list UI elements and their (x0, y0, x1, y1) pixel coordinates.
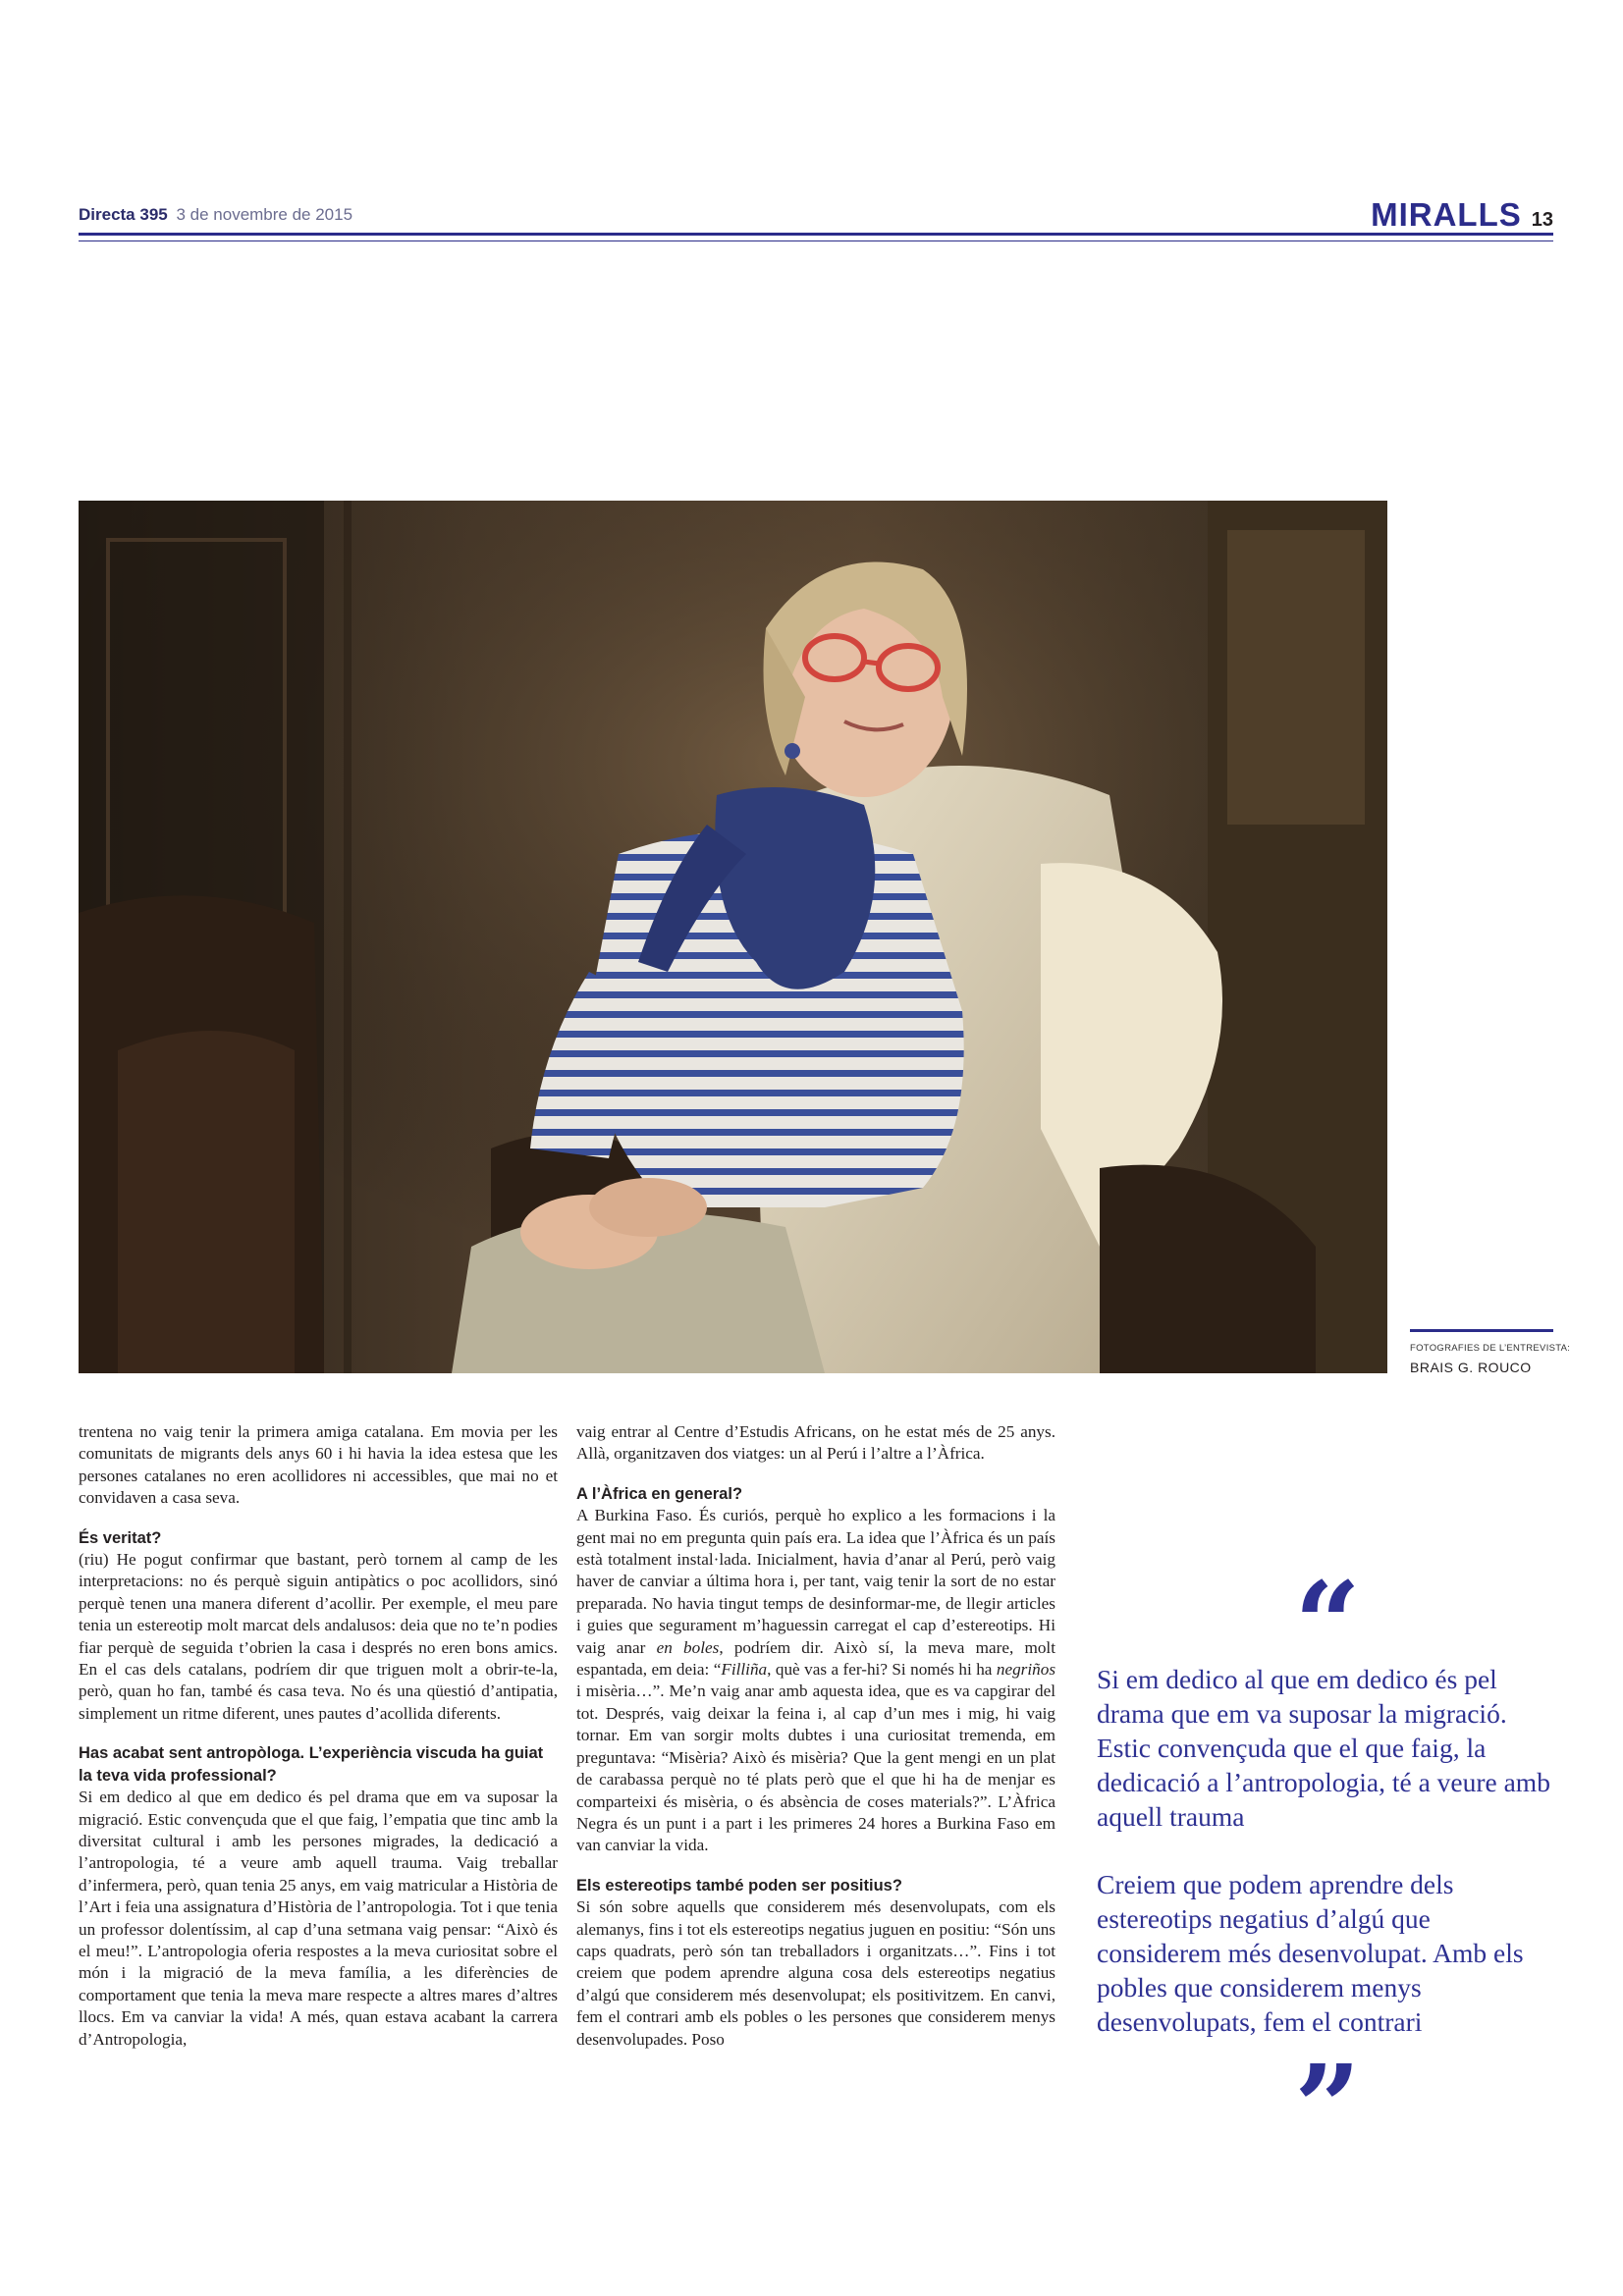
text-run: A Burkina Faso. És curiós, perquè ho explico a les formacions i la gent mai no em pregunta quin país era. La idea que l’Àfrica és un país està totalment instal·lada. Inicialment, havia d’anar al Perú, però vaig haver de canviar a última hora i, per tant, vaig tenir la sort de no estar preparada. No havia tingut temps de desinformar-me, de llegir articles i guies que segurament m’haguessin carregat el cap d’estereotips. Hi vaig anar (576, 1506, 1055, 1657)
paragraph: vaig entrar al Centre d’Estudis Africans, on he estat més de 25 anys. Allà, organitzaven dos viatges: un al Perú i l’altre a l’Àfrica. (576, 1422, 1055, 1464)
issue-info (79, 205, 352, 225)
paragraph (576, 1505, 1055, 1857)
pull-quote-text-2: Creiem que podem aprendre dels estereotips negatius d’algú que considerem més desenvolupat. Amb els pobles que considerem menys desenvolupats, fem el contrari (1097, 1869, 1524, 2037)
page-number: 13 (1531, 209, 1553, 231)
interview-question: A l’Àfrica en general? (576, 1484, 743, 1503)
header-rule-thick (79, 233, 1553, 236)
photo-credit-label: FOTOGRAFIES DE L’ENTREVISTA: (1410, 1343, 1571, 1354)
paragraph: trentena no vaig tenir la primera amiga catalana. Em movia per les comunitats de migrants dels anys 60 i hi havia la idea estesa que les persones catalanes no eren acollidores ni accessibles, que mai no et convidaven a casa seva. (79, 1422, 558, 1508)
italic-text: negriños (996, 1660, 1056, 1680)
pull-quote-text-1: Si em dedico al que em dedico és pel drama que em va suposar la migració. Estic convençuda que el que faig, la dedicació a l’antropologia, té a veure amb aquell trauma (1097, 1664, 1550, 1832)
publication-name: Directa 395 (79, 205, 168, 224)
interview-question: És veritat? (79, 1528, 162, 1547)
open-quote-mark: “ (1294, 1556, 1361, 1692)
photo-credit-name: BRAIS G. ROUCO (1410, 1360, 1532, 1375)
pull-quote (1097, 1556, 1558, 2175)
section-title: MIRALLS (1371, 196, 1522, 233)
section-info (1371, 196, 1553, 234)
text-run: , què vas a fer-hi? Si només hi ha (767, 1660, 997, 1680)
interview-photo (79, 501, 1387, 1373)
issue-date: 3 de novembre de 2015 (176, 205, 353, 224)
italic-text: Filliña (721, 1660, 768, 1680)
article-column-1 (79, 1421, 558, 2051)
text-run: i misèria…”. Me’n vaig anar amb aquesta idea, que es va capgirar del tot. Després, vaig deixar la feina i, al cap d’un mes i mig, hi vaig tornar. Em van sorgir molts dubtes i una curiositat tremenda, em preguntava: “Misèria? Això és misèria? Que la gent mengi en un plat de carabassa perquè no té plats però que el que hi ha de menjar es comparteixi és misèria, o és absència de coses materials?”. L’Àfrica Negra és un punt i a part i les primeres 24 hores a Burkina Faso em van canviar la vida. (576, 1682, 1055, 1855)
interview-question: Els estereotips també poden ser positius? (576, 1876, 902, 1895)
interview-question: Has acabat sent antropòloga. L’experiència viscuda ha guiat la teva vida professional? (79, 1744, 544, 1785)
paragraph: (riu) He pogut confirmar que bastant, però tornem al camp de les interpretacions: no és perquè siguin antipàtics o poc acollidors, sinó perquè tenen una manera diferent d’acollir. Per exemple, el meu pare tenia un estereotip molt marcat dels andalusos: deia que no te’n podies fiar perquè de seguida t’obrien la casa i després no eren bons amics. En el cas dels catalans, podríem dir que triguen molt a obrir-te-la, però, quan ho fan, també és casa teva. No és una qüestió d’antipatia, simplement un ritme diferent, unes pautes d’acollida diferents. (79, 1550, 558, 1723)
paragraph: Si em dedico al que em dedico és pel drama que em va suposar la migració. Estic convençuda que el que faig, l’empatia que tinc amb la diversitat cultural i amb les persones migrades, la dedicació a l’antropologia, té a veure amb aquell trauma. Vaig treballar d’infermera, però, quan tenia 25 anys, em vaig matricular a Història de l’Art i feia una assignatura d’Història de l’antropologia. Tot i que tenia un professor dolentíssim, al cap d’una setmana vaig pensar: “Això és el meu!”. L’antropologia oferia respostes a la meva curiositat sobre el món i la migració de la meva família, a les diferències de comportament que tenia la meva mare respecte a altres mares d’altres llocs. Em va canviar la vida! A més, quan estava acabant la carrera d’Antropologia, (79, 1788, 558, 2049)
article-column-2 (576, 1421, 1055, 2051)
photo-credit-rule (1410, 1329, 1553, 1332)
italic-text: en boles (656, 1637, 720, 1657)
text-run: , podríem dir. Això sí, la meva mare, molt espantada, em deia: “ (576, 1637, 1055, 1680)
paragraph: Si són sobre aquells que considerem més desenvolupats, com els alemanys, fins i tot els estereotips negatius juguen en positiu: “Són uns caps quadrats, però són tan treballadors i organitzats…”. Fins i tot creiem que podem aprendre alguna cosa dels estereotips negatius d’algú que considerem més desenvolupat; els positivitzem. En canvi, fem el contrari amb els pobles o les persones que considerem menys desenvolupades. Poso (576, 1897, 1055, 2049)
page-header (79, 196, 1553, 236)
close-quote-mark: ” (1294, 2039, 1361, 2175)
header-rule-thin (79, 240, 1553, 241)
